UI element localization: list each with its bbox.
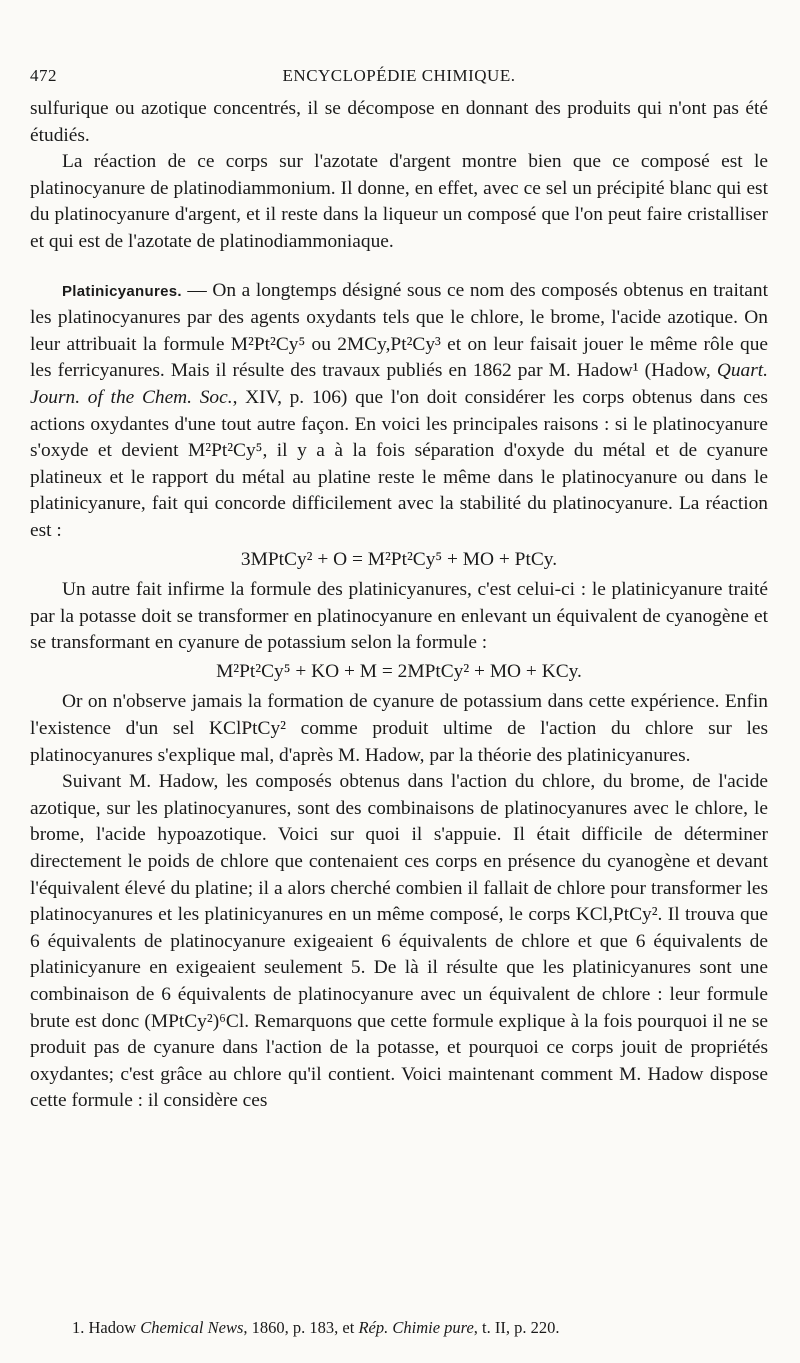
paragraph-silver-nitrate: La réaction de ce corps sur l'azotate d'argent montre bien que ce composé est le platinocyanure de platinodiammonium. Il donne, en effet, avec ce sel un précipité blanc qui est du platinocyanure d'argent, et il reste dans la liqueur un composé que l'on peut faire cristalliser et qui est de l'azotate de platinodiammoniaque. — [30, 151, 768, 252]
journal-citation: Quart. Journ. of the Chem. Soc. — [30, 360, 768, 408]
paragraph-text-b: , XIV, p. 106) que l'on doit considérer les corps obtenus dans ces actions oxydantes d'une tout autre façon. En voici les principales raisons : si le platinocyanure s'oxyde et devient M²Pt²Cy⁵, il y a à la fois séparation d'oxyde du métal et de cyanure platineux et le rapport du métal au platine reste le même dans le platinocyanure ou dans le platinicyanure, fait qui concorde difficilement avec la stabilité du platinocyanure. La réaction est : — [30, 386, 768, 541]
section-title: Platinicyanures. — [62, 282, 182, 300]
footnote-repertory: Rép. Chimie pure — [358, 1318, 474, 1337]
page-header — [30, 66, 768, 92]
formula-reaction: 3MPtCy² + O = M²Pt²Cy⁵ + MO + PtCy. — [240, 548, 558, 570]
page-body — [30, 96, 768, 1115]
formula-potash: M²Pt²Cy⁵ + KO + M = 2MPtCy² + MO + KCy. — [216, 660, 582, 682]
footnote-journal: Chemical News — [140, 1318, 244, 1337]
footnote-lead: 1. Hadow — [72, 1318, 141, 1337]
paragraph-platinicyanures — [30, 278, 768, 545]
footnote-mid: , 1860, p. 183, et — [243, 1318, 359, 1337]
footnote — [72, 1318, 768, 1338]
paragraph-continuation: sulfurique ou azotique concentrés, il se décompose en donnant des produits qui n'ont pas été étudiés. — [30, 98, 768, 146]
running-title: ENCYCLOPÉDIE CHIMIQUE. — [282, 66, 516, 85]
page-number: 472 — [30, 66, 57, 85]
footnote-tail: , t. II, p. 220. — [473, 1318, 560, 1337]
paragraph-hadow: Suivant M. Hadow, les composés obtenus dans l'action du chlore, du brome, de l'acide azotique, sur les platinocyanures, sont des combinaisons de platinocyanures avec le chlore, le brome, l'acide hypoazotique. Voici sur quoi il s'appuie. Il était difficile de déterminer directement le poids de chlore que contenaient ces corps en présence du cyanogène et devant l'équivalent élevé du platine; il a alors cherché combien il fallait de chlore pour transformer les platinocyanures et les platinicyanures en un même composé, le corps KCl,PtCy². Il trouva que 6 équivalents de platinocyanure exigeaient 6 équivalents de chlore et que 6 équivalents de platinicyanure en exigeaient seulement 5. De là il résulte que les platinicyanures sont une combinaison de 6 équivalents de platinocyanure avec un équivalent de chlore : leur formule brute est donc (MPtCy²)⁶Cl. Remarquons que cette formule explique à la fois pourquoi il ne se produit pas de cyanure dans l'action de la potasse, et pourquoi ce corps jouit de propriétés oxydantes; c'est grâce au chlore qu'il contient. Voici maintenant comment M. Hadow dispose cette formule : il considère ces — [30, 771, 768, 1112]
paragraph-text-a: — On a longtemps désigné sous ce nom des composés obtenus en traitant les platinocyanures par des agents oxydants tels que le chlore, le brome, l'acide azotique. On leur attribuait la formule M²Pt²Cy⁵ ou 2MCy,Pt²Cy³ et on leur faisait jouer le même rôle que les ferricyanures. Mais il résulte des travaux publiés en 1862 par M. Hadow¹ (Hadow, — [30, 279, 768, 382]
paragraph-observation: Or on n'observe jamais la formation de cyanure de potassium dans cette expérience. Enfin l'existence d'un sel KClPtCy² comme produit ultime de l'action du chlore sur les platinocyanures s'explique mal, d'après M. Hadow, par la théorie des platinicyanures. — [30, 691, 768, 766]
paragraph-other-fact: Un autre fait infirme la formule des platinicyanures, c'est celui-ci : le platinicyanure traité par la potasse doit se transformer en platinocyanure en enlevant un équivalent de cyanogène et se transformant en cyanure de potassium selon la formule : — [30, 579, 768, 654]
